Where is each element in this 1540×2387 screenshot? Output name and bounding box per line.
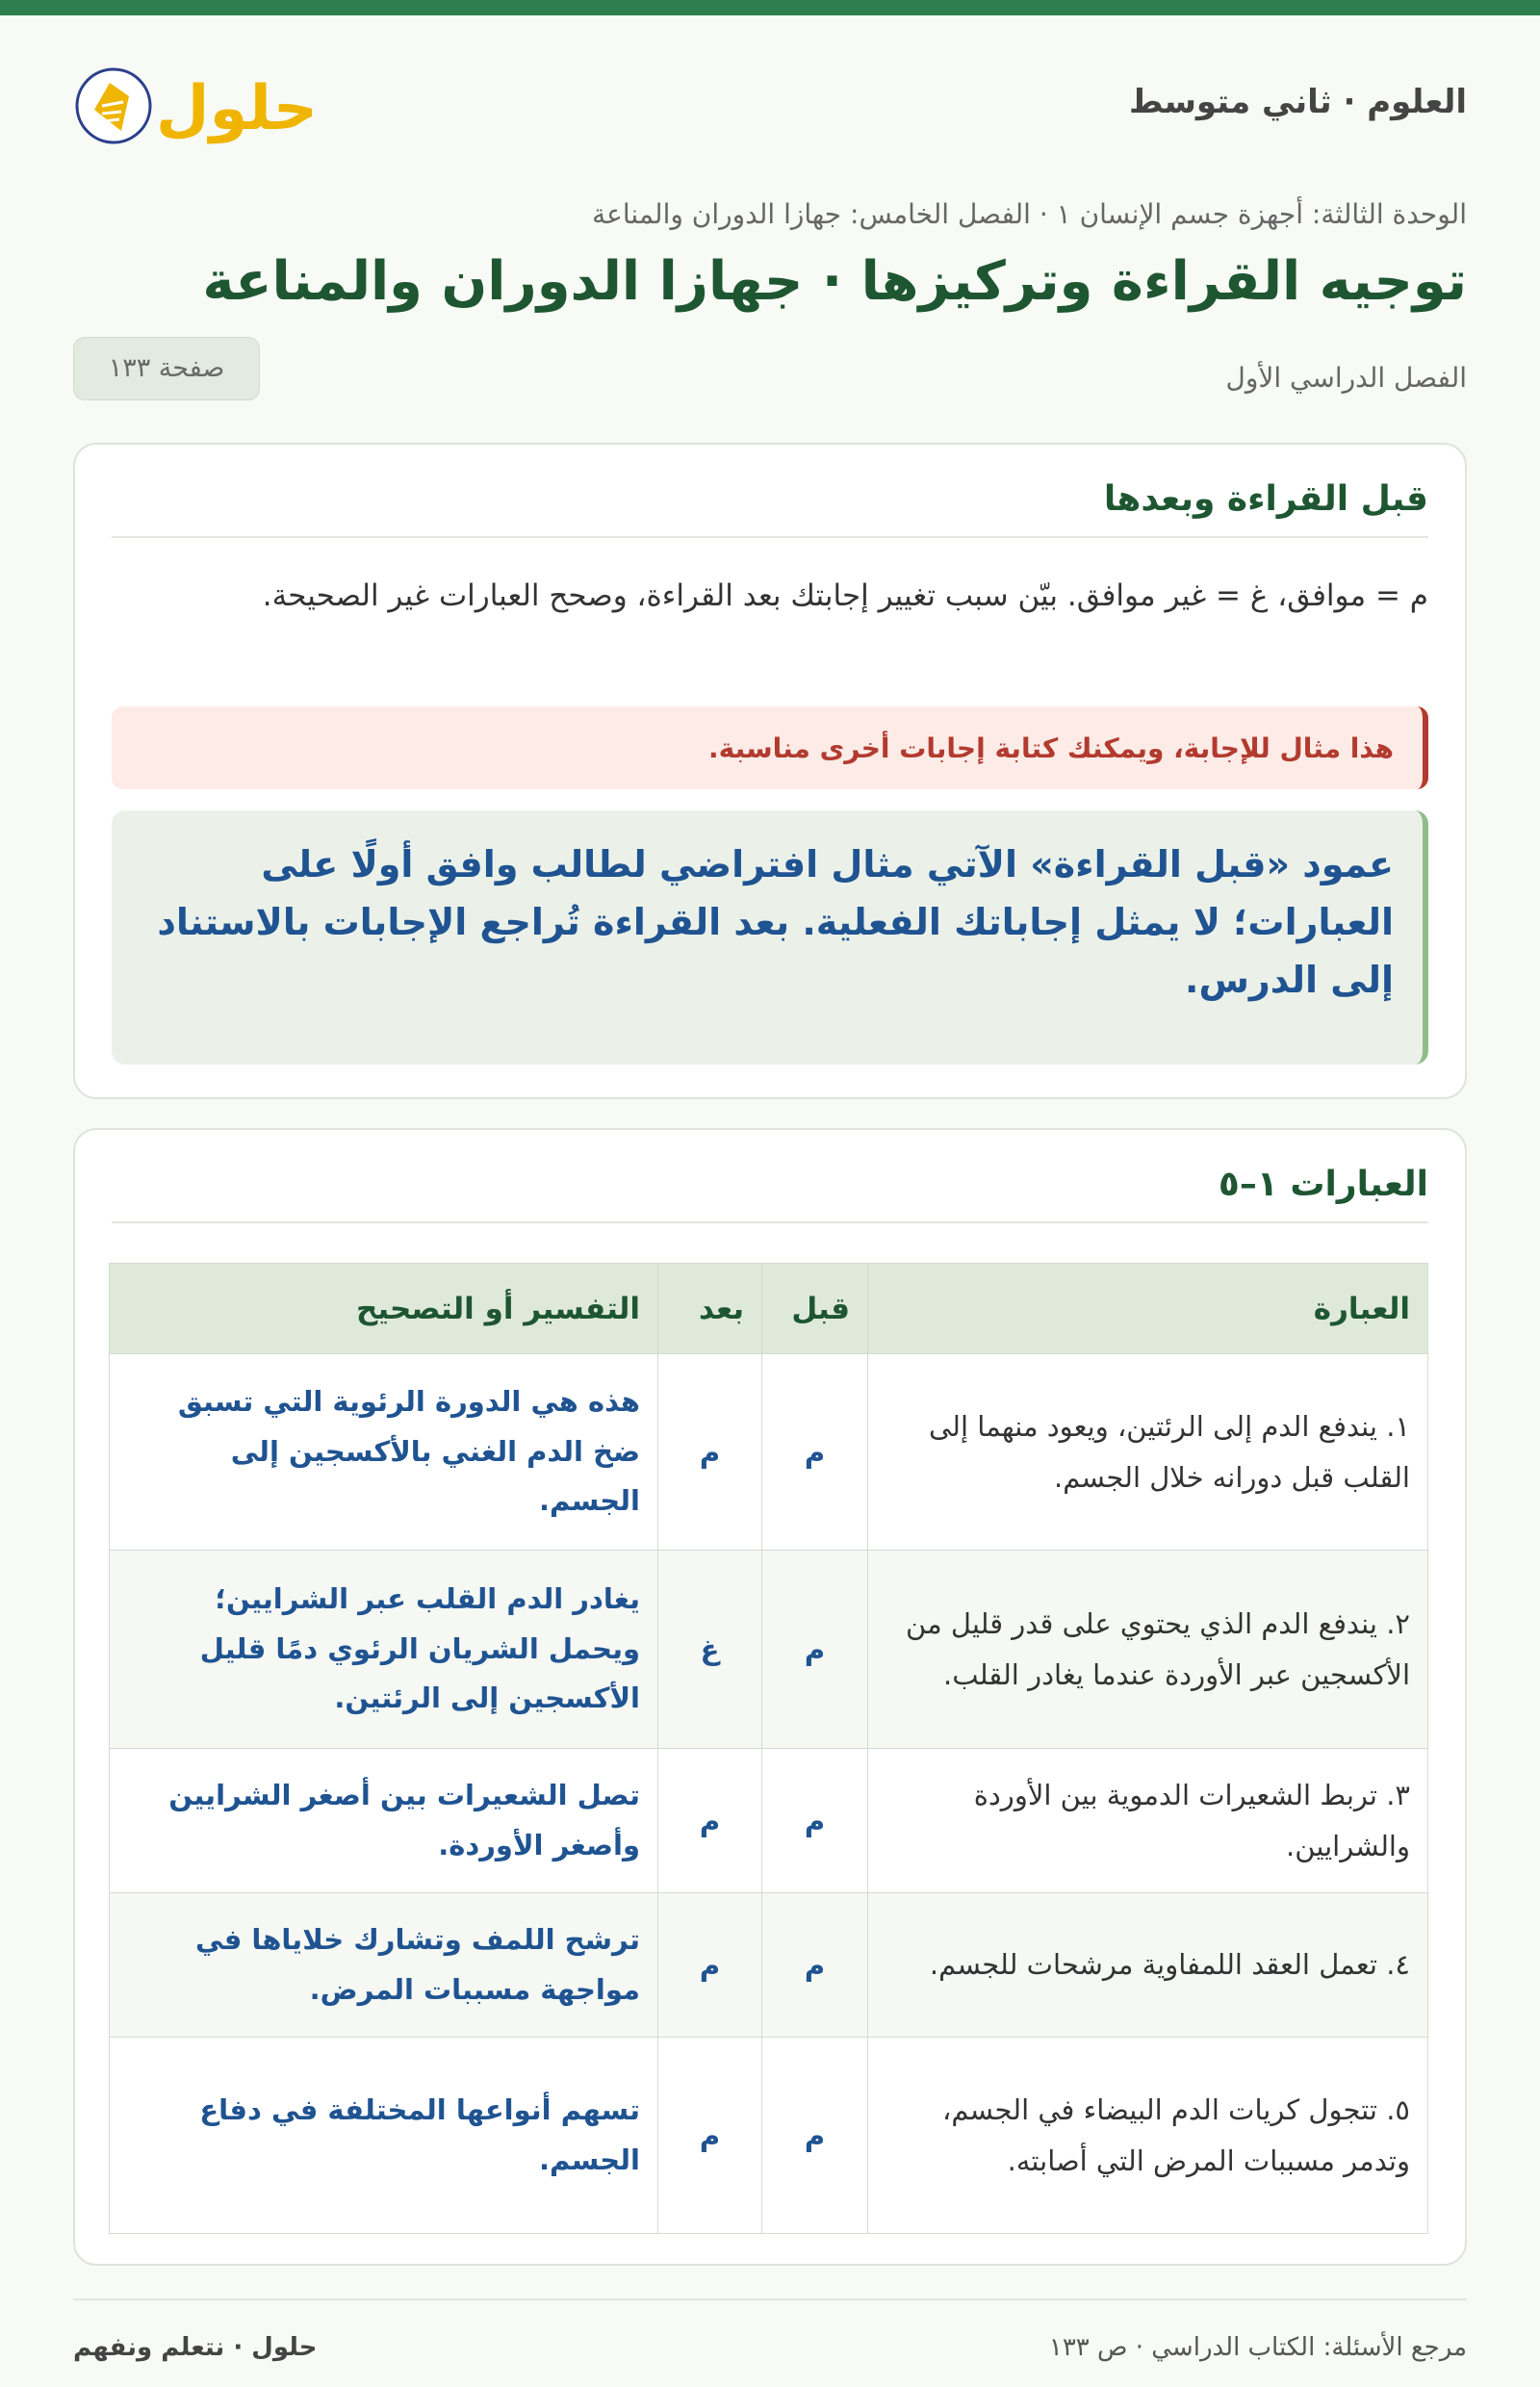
statements-title: العبارات ١–٥ [112, 1165, 1428, 1223]
before-after-title: قبل القراءة وبعدها [112, 479, 1428, 538]
statement-cell: ٢. يندفع الدم الذي يحتوي على قدر قليل من الأكسجين عبر الأوردة عندما يغادر القلب. [868, 1551, 1428, 1749]
before-cell: م [762, 1354, 868, 1551]
instructions-text: م = موافق، غ = غير موافق. بيّن سبب تغيير إجابتك بعد القراءة، وصحح العبارات غير الصحيحة. [262, 578, 1428, 613]
after-cell: م [658, 1354, 762, 1551]
after-cell: م [658, 2038, 762, 2234]
before-after-card [73, 443, 1467, 1099]
before-cell: م [762, 1749, 868, 1893]
hulul-logo[interactable] [73, 52, 323, 158]
semester-label: الفصل الدراسي الأول [1225, 361, 1467, 394]
column-header-before: قبل [762, 1264, 868, 1354]
page-title: توجيه القراءة وتركيزها · جهازا الدوران والمناعة [202, 250, 1467, 313]
example-alert: هذا مثال للإجابة، ويمكنك كتابة إجابات أخرى مناسبة. [112, 706, 1428, 789]
top-accent-bar [0, 0, 1540, 15]
footer-brand: حلول · نتعلم ونفهم [73, 2333, 318, 2362]
before-cell: م [762, 1551, 868, 1749]
after-cell: م [658, 1893, 762, 2038]
table-row [110, 2038, 1428, 2234]
footer-reference: مرجع الأسئلة: الكتاب الدراسي · ص ١٣٣ [1048, 2333, 1467, 2362]
statements-table [109, 1263, 1428, 2234]
column-header-after: بعد [658, 1264, 762, 1354]
after-cell: غ [658, 1551, 762, 1749]
before-cell: م [762, 2038, 868, 2234]
explanation-cell: تصل الشعيرات بين أصغر الشرايين وأصغر الأوردة. [110, 1749, 658, 1893]
column-header-statement: العبارة [868, 1264, 1428, 1354]
logo-text: حلول [156, 73, 318, 144]
breadcrumb: الوحدة الثالثة: أجهزة جسم الإنسان ١ · الفصل الخامس: جهازا الدوران والمناعة [592, 198, 1467, 230]
statements-card [73, 1128, 1467, 2266]
explanation-cell: يغادر الدم القلب عبر الشرايين؛ ويحمل الشريان الرئوي دمًا قليل الأكسجين إلى الرئتين. [110, 1551, 658, 1749]
statement-cell: ٤. تعمل العقد اللمفاوية مرشحات للجسم. [868, 1893, 1428, 2038]
statement-cell: ١. يندفع الدم إلى الرئتين، ويعود منهما إلى القلب قبل دورانه خلال الجسم. [868, 1354, 1428, 1551]
page-footer [73, 2298, 1467, 2366]
after-cell: م [658, 1749, 762, 1893]
table-row [110, 1893, 1428, 2038]
table-row [110, 1354, 1428, 1551]
explanation-cell: ترشح اللمف وتشارك خلاياها في مواجهة مسببات المرض. [110, 1893, 658, 2038]
subject-label: العلوم · ثاني متوسط [1129, 83, 1467, 121]
statement-cell: ٥. تتجول كريات الدم البيضاء في الجسم، وتدمر مسببات المرض التي أصابته. [868, 2038, 1428, 2234]
page-number-badge: صفحة ١٣٣ [73, 337, 260, 400]
table-row [110, 1551, 1428, 1749]
hypothetical-note: عمود «قبل القراءة» الآتي مثال افتراضي لطالب وافق أولًا على العبارات؛ لا يمثل إجاباتك الفعلية. بعد القراءة تُراجع الإجابات بالاستناد إلى الدرس. [112, 810, 1428, 1065]
before-cell: م [762, 1893, 868, 2038]
table-row [110, 1749, 1428, 1893]
explanation-cell: تسهم أنواعها المختلفة في دفاع الجسم. [110, 2038, 658, 2234]
statement-cell: ٣. تربط الشعيرات الدموية بين الأوردة والشرايين. [868, 1749, 1428, 1893]
column-header-explanation: التفسير أو التصحيح [110, 1264, 658, 1354]
explanation-cell: هذه هي الدورة الرئوية التي تسبق ضخ الدم الغني بالأكسجين إلى الجسم. [110, 1354, 658, 1551]
